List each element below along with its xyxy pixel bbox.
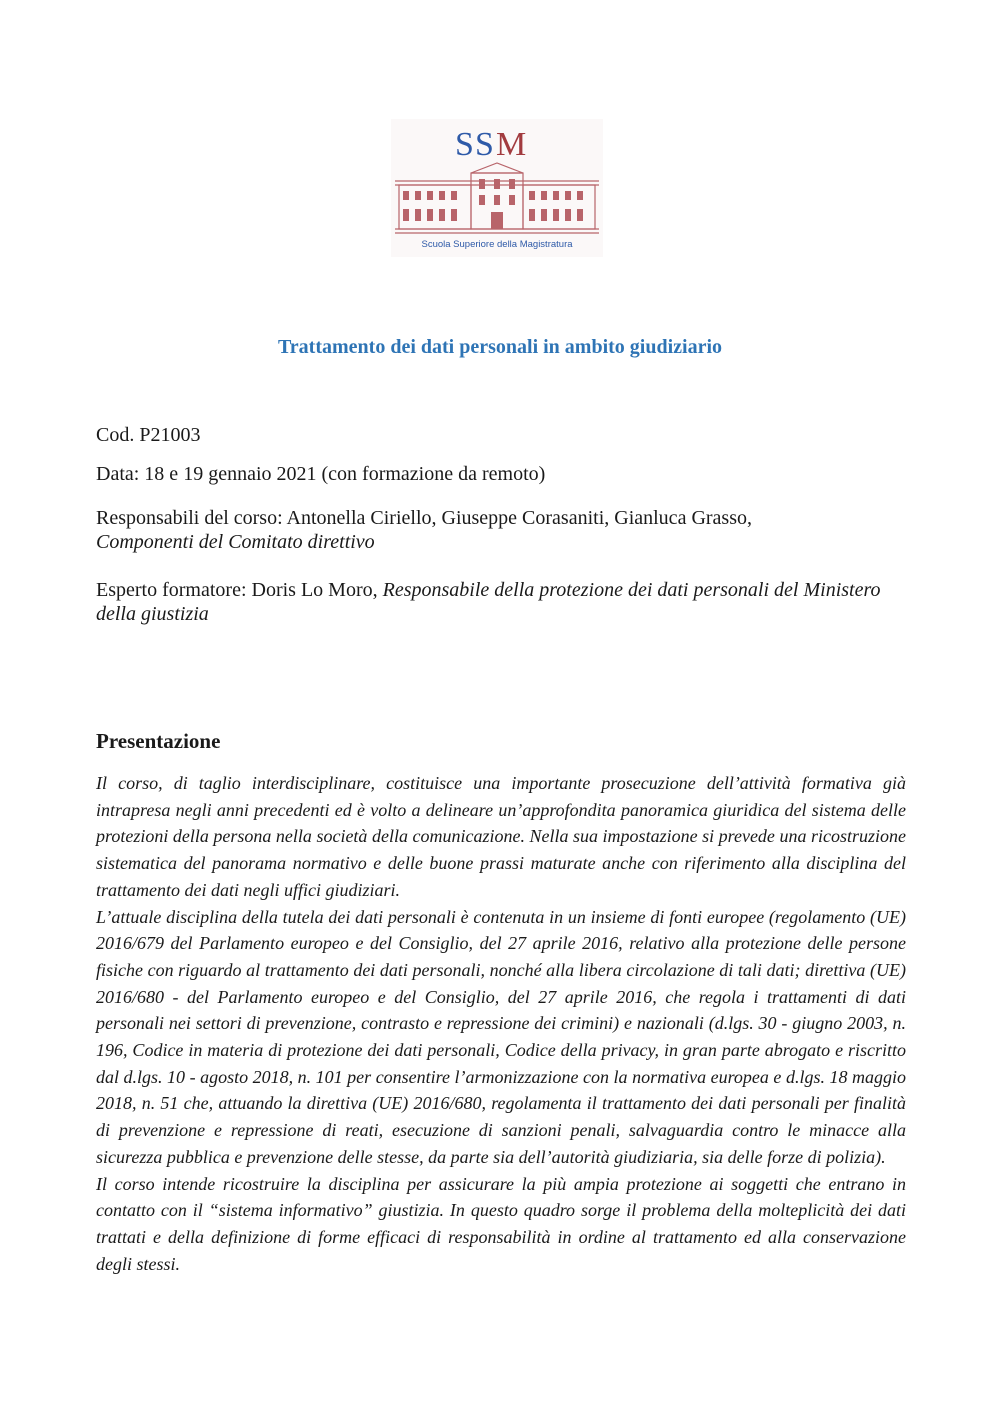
logo-acronym-s1: S	[455, 126, 474, 163]
ssm-logo-graphic	[391, 119, 603, 257]
paragraph-2: L’attuale disciplina della tutela dei dati personali è contenuta in un insieme di fonti europee (regolamento (UE) 2016/679 del Parlamento europeo e del Consiglio, del 27 aprile 2016, relativo alla protezione delle persone fisiche con riguardo al trattamento dei dati personali, nonché alla libera circolazione di tali dati; direttiva (UE) 2016/680 - del Parlamento europeo e del Consiglio, del 27 aprile 2016, che regola i trattamenti di dati personali nei settori di prevenzione, contrasto e repressione dei crimini) e nazionali (d.lgs. 30 - giugno 2003, n. 196, Codice in materia di protezione dei dati personali, Codice della privacy, in gran parte abrogato e riscritto dal d.lgs. 10 - agosto 2018, n. 101 per consentire l’armonizzazione con la normativa europea e d.lgs. 18 maggio 2018, n. 51 che, attuando la direttiva (UE) 2016/680, regolamenta il trattamento dei dati personali per finalità di prevenzione e repressione di reati, esecuzione di sanzioni penali, salvaguardia contro le minacce alla sicurezza pubblica e prevenzione delle stesse, da parte sia dell’autorità giudiziaria, sia delle forze di polizia).	[96, 906, 906, 1167]
course-expert	[96, 578, 906, 626]
managers-label: Responsabili del corso: Antonella Ciriello, Giuseppe Corasaniti, Gianluca Grasso,	[96, 507, 752, 529]
course-code: Cod. P21003	[96, 424, 201, 446]
expert-label: Esperto formatore: Doris Lo Moro,	[96, 579, 383, 601]
ssm-logo	[391, 119, 603, 257]
paragraph-3: Il corso intende ricostruire la disciplina per assicurare la più ampia protezione ai soggetti che entrano in contatto con il “sistema informativo” giustizia. In questo quadro sorge il problema della molteplicità dei dati trattati e della definizione di forme efficaci di responsabilità in ordine al trattamento ed alla conservazione degli stessi.	[96, 1173, 906, 1274]
section-heading: Presentazione	[96, 729, 221, 753]
managers-role: Componenti del Comitato direttivo	[96, 531, 375, 553]
logo-acronym-m: M	[496, 126, 527, 163]
course-managers	[96, 506, 906, 554]
paragraph-1: Il corso, di taglio interdisciplinare, costituisce una importante prosecuzione dell’attività formativa già intrapresa negli anni precedenti ed è volto a delineare un’approfondita panoramica giuridica del sistema delle protezioni della persona nella società della comunicazione. Nella sua impostazione si prevede una ricostruzione sistematica del panorama normativo e delle buone prassi maturate anche con riferimento alla disciplina del trattamento dei dati negli uffici giudiziari.	[96, 773, 906, 900]
course-date: Data: 18 e 19 gennaio 2021 (con formazione da remoto)	[96, 463, 546, 485]
presentation-body	[96, 770, 906, 1277]
course-title: Trattamento dei dati personali in ambito giudiziario	[277, 336, 723, 358]
expert-role: Responsabile della protezione dei dati personali del Ministero della giustizia	[96, 579, 881, 625]
building-windows	[403, 179, 583, 229]
logo-acronym-s2: S	[475, 126, 494, 163]
logo-subtitle: Scuola Superiore della Magistratura	[421, 239, 573, 250]
